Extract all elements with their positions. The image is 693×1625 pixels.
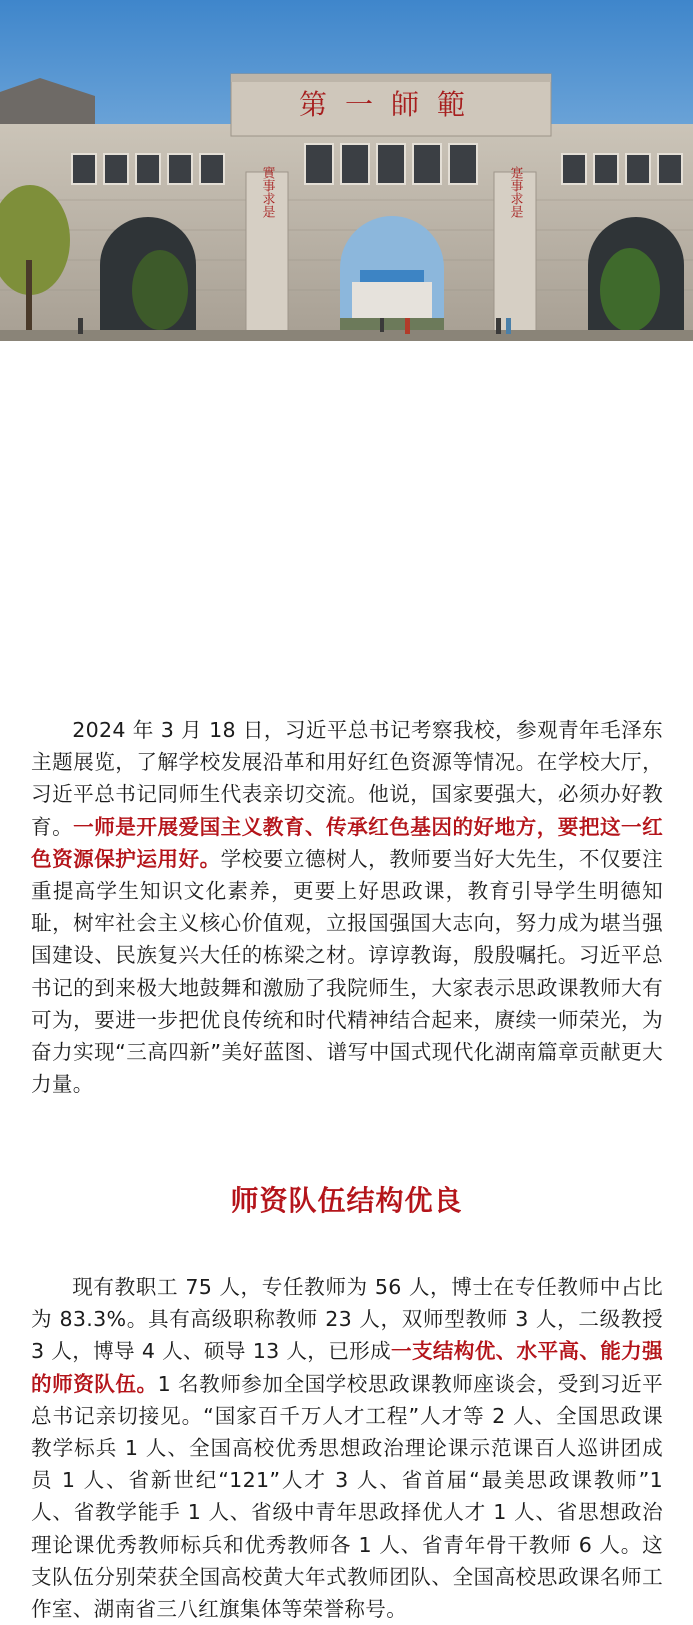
- faculty-paragraph: [31, 1271, 663, 1625]
- intro-paragraph: [31, 714, 663, 1100]
- left-pillar-inscription: 實事求是: [259, 166, 275, 218]
- faculty-highlight: 一支结构优、水平高、能力强的师资队伍。: [31, 1339, 663, 1396]
- gate-inscription: 第一師範: [298, 88, 484, 121]
- school-gate-illustration: [0, 0, 693, 341]
- section-title: 师资队伍结构优良: [230, 1184, 463, 1217]
- intro-highlight: 一师是开展爱国主义教育、传承红色基因的好地方，要把这一红色资源保护运用好。: [31, 814, 663, 871]
- intro-text-a: 2024 年 3 月 18 日，习近平总书记考察我校，参观青年毛泽东主题展览，了解学校发展沿革和用好红色资源等情况。在学校大厅，习近平总书记同师生代表亲切交流。他说，国家要强大，必须办好教育。: [31, 718, 663, 839]
- hero-photo: [0, 0, 693, 341]
- right-pillar-inscription: 寔事求是: [507, 166, 523, 218]
- faculty-text-a: 现有教职工 75 人，专任教师为 56 人，博士在专任教师中占比为 83.3%。具有高级职称教师 23 人，双师型教师 3 人，二级教授 3 人，博导 4 人、硕导 13 人，已形成: [31, 1275, 663, 1364]
- faculty-text-b: 1 名教师参加全国学校思政课教师座谈会，受到习近平总书记亲切接见。“国家百千万人才工程”人才等 2 人、全国思政课教学标兵 1 人、全国高校优秀思想政治理论课示范课百人巡讲团成员 1 人、省新世纪“121”人才 3 人、省首届“最美思政课教师”1 人、省教学能手 1 人、省级中青年思政择优人才 1 人、省思想政治理论课优秀教师标兵和优秀教师各 1 人、省青年骨干教师 6 人。这支队伍分别荣获全国高校黄大年式教师团队、全国高校思政课名师工作室、湖南省三八红旗集体等荣誉称号。: [31, 1371, 663, 1622]
- intro-text-b: 学校要立德树人，教师要当好大先生，不仅要注重提高学生知识文化素养，更要上好思政课，教育引导学生明德知耻，树牢社会主义核心价值观，立报国强国大志向，努力成为堪当强国建设、民族复兴大任的栋梁之材。谆谆教诲，殷殷嘱托。习近平总书记的到来极大地鼓舞和激励了我院师生，大家表示思政课教师大有可为，要进一步把优良传统和时代精神结合起来，赓续一师荣光，为奋力实现“三高四新”美好蓝图、谱写中国式现代化湖南篇章贡献更大力量。: [31, 846, 663, 1097]
